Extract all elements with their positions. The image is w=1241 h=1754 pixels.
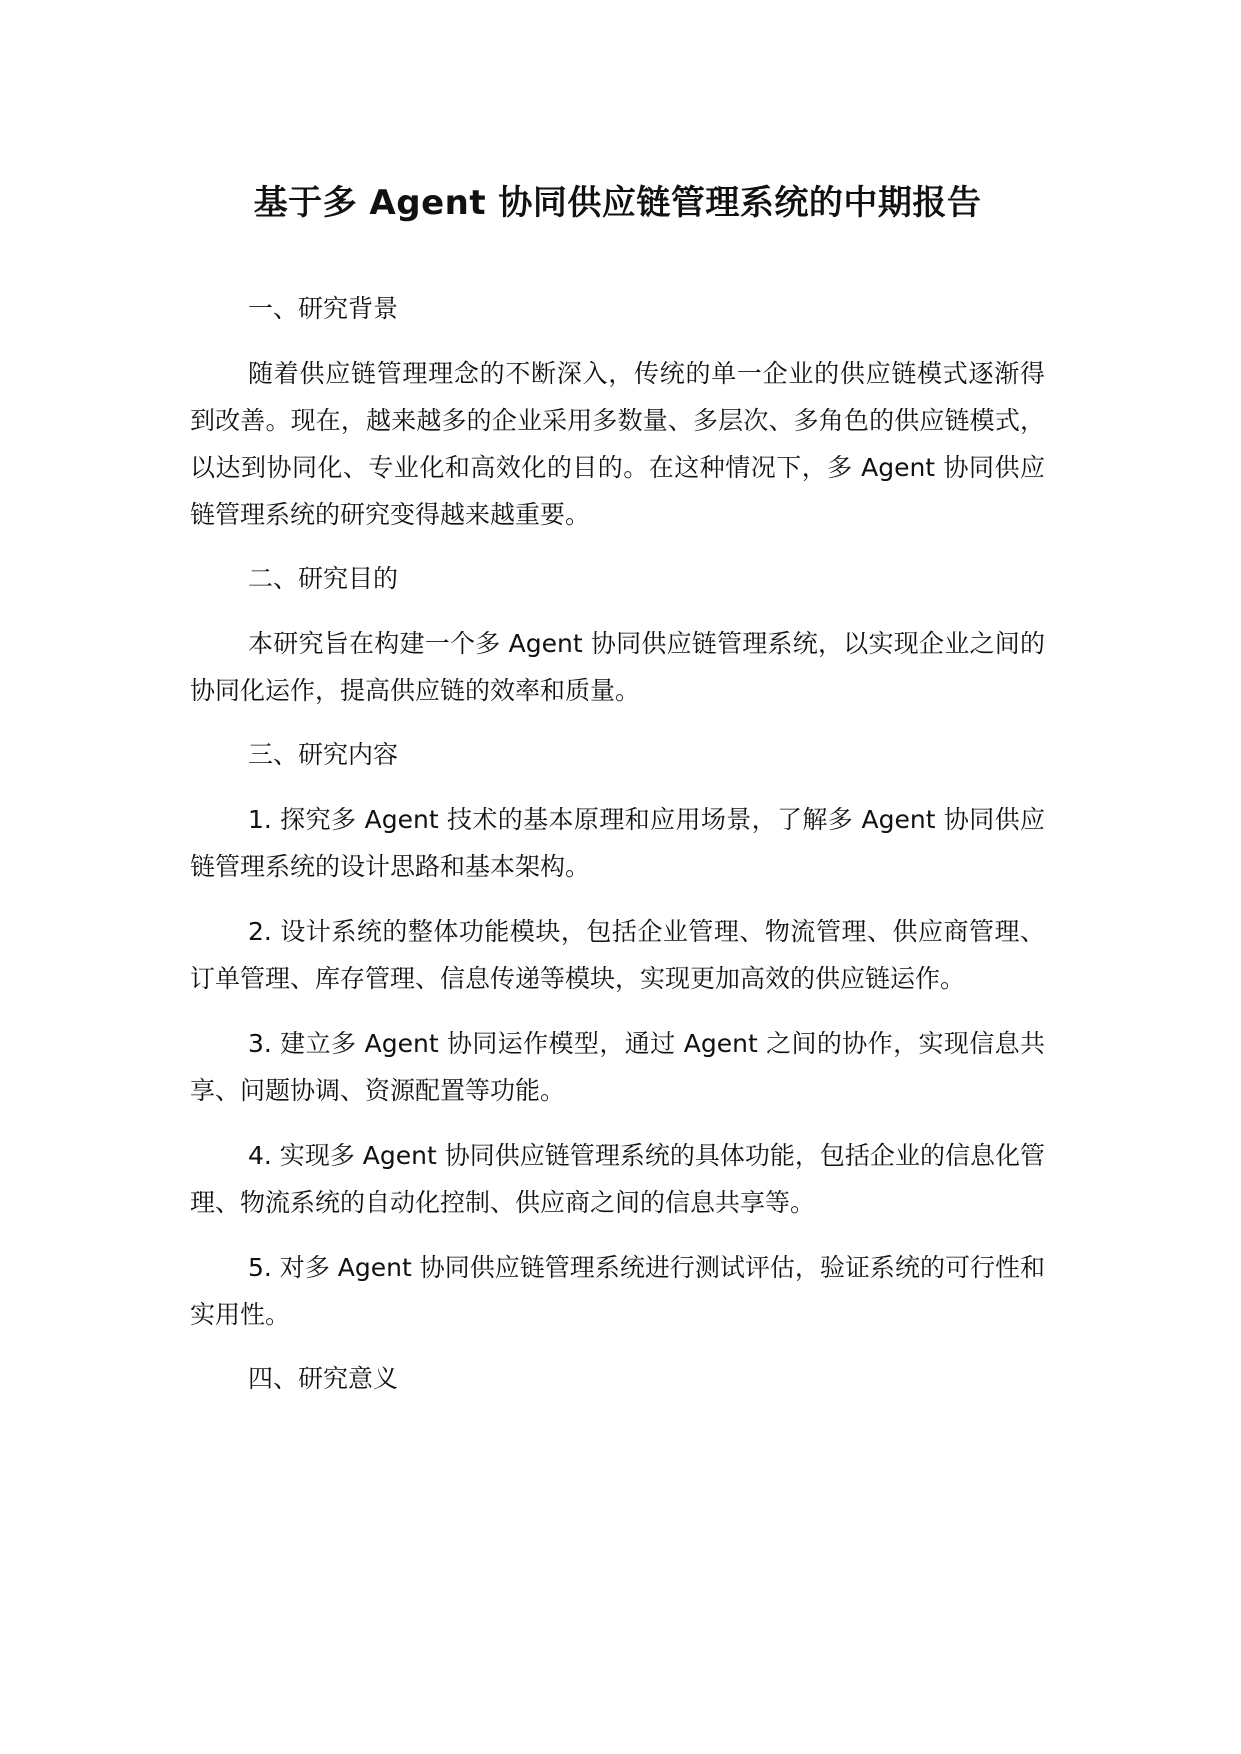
content-item-4: 4. 实现多 Agent 协同供应链管理系统的具体功能，包括企业的信息化管理、物流系统的自动化控制、供应商之间的信息共享等。 [190,1141,1045,1217]
section-content [190,732,1045,1338]
section-significance [190,1356,1045,1402]
purpose-paragraph: 本研究旨在构建一个多 Agent 协同供应链管理系统，以实现企业之间的协同化运作，提高供应链的效率和质量。 [190,629,1045,705]
content-item-3: 3. 建立多 Agent 协同运作模型，通过 Agent 之间的协作，实现信息共享、问题协调、资源配置等功能。 [190,1029,1045,1105]
content-item-1: 1. 探究多 Agent 技术的基本原理和应用场景，了解多 Agent 协同供应链管理系统的设计思路和基本架构。 [190,805,1045,881]
section-heading-purpose: 二、研究目的 [248,564,399,593]
section-purpose [190,556,1045,714]
document-title: 基于多 Agent 协同供应链管理系统的中期报告 [253,183,982,223]
section-background [190,286,1045,538]
section-heading-significance: 四、研究意义 [248,1364,399,1393]
background-paragraph: 随着供应链管理理念的不断深入，传统的单一企业的供应链模式逐渐得到改善。现在，越来越多的企业采用多数量、多层次、多角色的供应链模式，以达到协同化、专业化和高效化的目的。在这种情况下，多 Agent 协同供应链管理系统的研究变得越来越重要。 [190,359,1045,529]
content-item-2: 2. 设计系统的整体功能模块，包括企业管理、物流管理、供应商管理、订单管理、库存管理、信息传递等模块，实现更加高效的供应链运作。 [190,917,1045,993]
content-item-5: 5. 对多 Agent 协同供应链管理系统进行测试评估，验证系统的可行性和实用性。 [190,1253,1045,1329]
section-heading-background: 一、研究背景 [248,294,399,323]
section-heading-content: 三、研究内容 [248,740,399,769]
